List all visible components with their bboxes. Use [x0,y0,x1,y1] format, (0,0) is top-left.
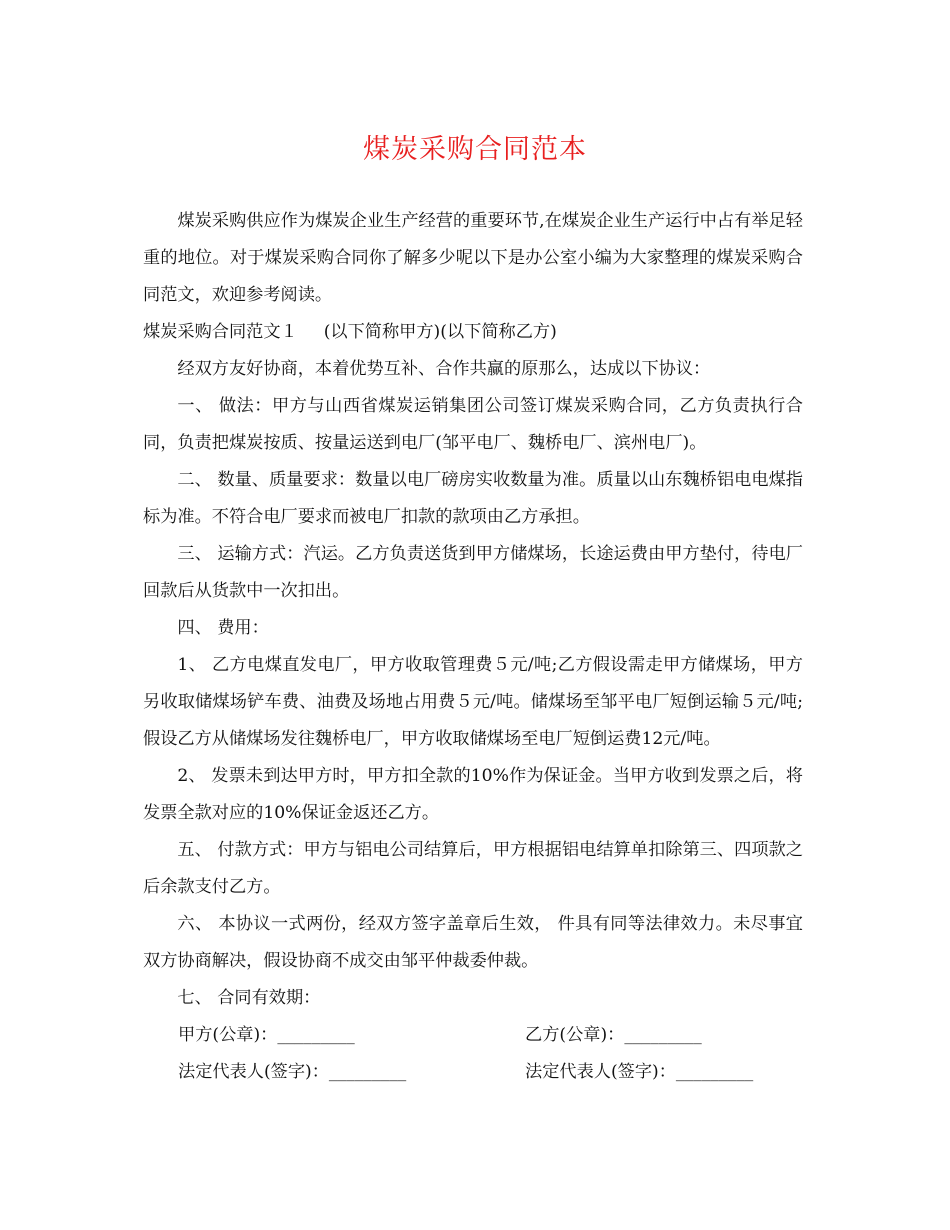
clause-4-1: 1、 乙方电煤直发电厂，甲方收取管理费５元/吨;乙方假设需走甲方储煤场，甲方另收取储煤场铲车费、油费及场地占用费５元/吨。储煤场至邹平电厂短倒运输５元/吨;假设乙方从储煤场发往魏桥电厂，甲方收取储煤场至电厂短倒运费12元/吨。 [143,655,803,749]
clause-7: 七、 合同有效期： [177,988,321,1008]
preamble-paragraph: 经双方友好协商，本着优势互补、合作共赢的原那么，达成以下协议： [177,359,711,379]
clause-5: 五、 付款方式：甲方与铝电公司结算后，甲方根据铝电结算单扣除第三、四项款之后余款支付乙方。 [143,840,803,897]
document-title: 煤炭采购合同范本 [363,134,587,165]
party-b-representative-field: 法定代表人(签字)：_________ [525,1062,754,1082]
party-a-seal-field: 甲方(公章)：_________ [178,1025,355,1045]
intro-paragraph: 煤炭采购供应作为煤炭企业生产经营的重要环节,在煤炭企业生产运行中占有举足轻重的地位。对于煤炭采购合同你了解多少呢以下是办公室小编为大家整理的煤炭采购合同范文，欢迎参考阅读。 [143,211,803,305]
party-b-seal-field: 乙方(公章)：_________ [525,1025,702,1045]
clause-3: 三、 运输方式：汽运。乙方负责送货到甲方储煤场，长途运费由甲方垫付，待电厂回款后从货款中一次扣出。 [143,544,803,601]
representative-row [143,1054,803,1091]
clause-6: 六、 本协议一式两份，经双方签字盖章后生效， 件具有同等法律效力。未尽事宜双方协商解决，假设协商不成交由邹平仲裁委仲裁。 [143,914,803,971]
clause-1: 一、 做法：甲方与山西省煤炭运销集团公司签订煤炭采购合同，乙方负责执行合同，负责把煤炭按质、按量运送到电厂(邹平电厂、魏桥电厂、滨州电厂)。 [143,396,803,453]
clause-2: 二、 数量、质量要求：数量以电厂磅房实收数量为准。质量以山东魏桥铝电电煤指标为准。不符合电厂要求而被电厂扣款的款项由乙方承担。 [143,470,803,527]
party-a-representative-field: 法定代表人(签字)：_________ [178,1062,407,1082]
seal-row [143,1017,803,1054]
clause-4: 四、 费用： [177,618,269,638]
clause-4-2: 2、 发票未到达甲方时，甲方扣全款的10%作为保证金。当甲方收到发票之后，将发票全款对应的10%保证金返还乙方。 [143,766,803,823]
sample-heading-line [143,314,803,351]
document-body [143,203,803,1091]
sample-heading: 煤炭采购合同范文１ [143,322,298,342]
parties-definition: (以下简称甲方)(以下简称乙方) [323,322,557,342]
